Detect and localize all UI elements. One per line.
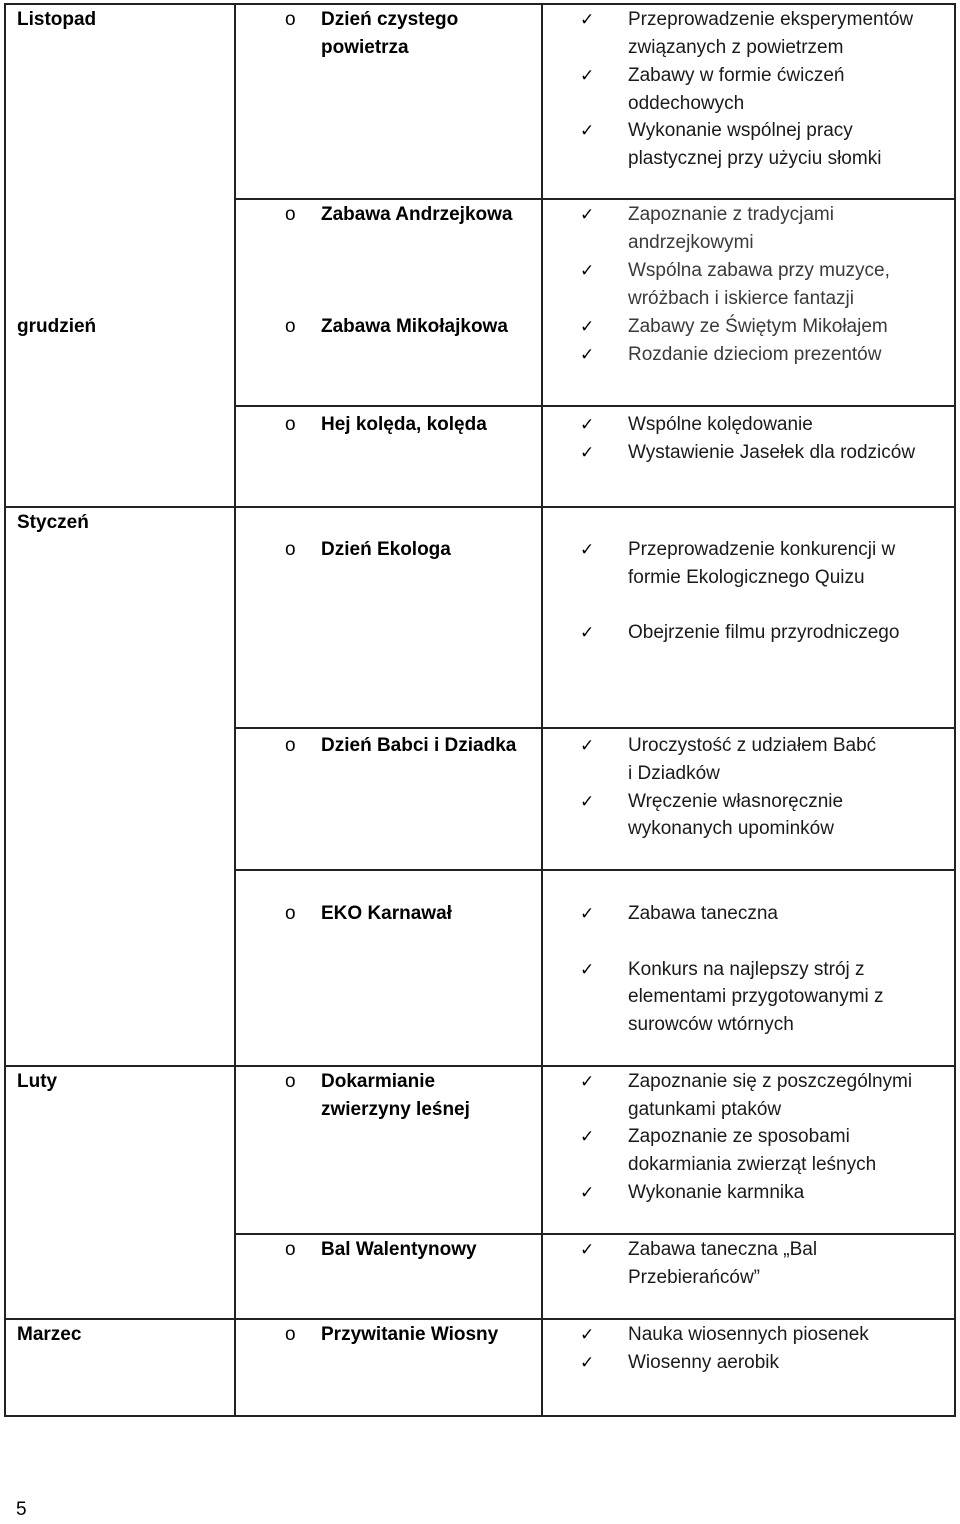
event-name: Dzień Babci i Dziadka bbox=[321, 735, 517, 756]
event-name: Zabawa Andrzejkowa bbox=[321, 204, 513, 225]
event-name: Hej kolęda, kolęda bbox=[321, 414, 487, 435]
activity-text: Wiosenny aerobik bbox=[628, 1352, 780, 1373]
check-icon: ✓ bbox=[580, 623, 595, 642]
check-icon: ✓ bbox=[580, 960, 595, 979]
check-icon: ✓ bbox=[580, 415, 595, 434]
event-name: EKO Karnawał bbox=[321, 903, 452, 924]
activity-text: Zapoznanie ze sposobami bbox=[628, 1126, 850, 1147]
activity-text: Wykonanie karmnika bbox=[628, 1182, 805, 1203]
bullet-icon: o bbox=[285, 903, 296, 924]
activity-text: Wystawienie Jasełek dla rodziców bbox=[628, 442, 916, 463]
table-border-top bbox=[4, 3, 956, 5]
bullet-icon: o bbox=[285, 1239, 296, 1260]
activity-text: elementami przygotowanymi z bbox=[628, 986, 884, 1007]
row-divider bbox=[234, 1233, 956, 1235]
check-icon: ✓ bbox=[580, 205, 595, 224]
activity-text: Uroczystość z udziałem Babć bbox=[628, 735, 877, 756]
bullet-icon: o bbox=[285, 735, 296, 756]
activity-text: oddechowych bbox=[628, 93, 745, 114]
activity-text: surowców wtórnych bbox=[628, 1014, 794, 1035]
activity-text: Wykonanie wspólnej pracy bbox=[628, 120, 853, 141]
event-name: Bal Walentynowy bbox=[321, 1239, 477, 1260]
check-icon: ✓ bbox=[580, 345, 595, 364]
event-name: powietrza bbox=[321, 37, 409, 58]
activity-text: Przebierańców” bbox=[628, 1267, 760, 1288]
check-icon: ✓ bbox=[580, 540, 595, 559]
activity-text: Nauka wiosennych piosenek bbox=[628, 1324, 869, 1345]
activity-text: dokarmiania zwierząt leśnych bbox=[628, 1154, 877, 1175]
activity-text: Zabawa taneczna „Bal bbox=[628, 1239, 818, 1260]
row-divider bbox=[4, 1065, 956, 1067]
check-icon: ✓ bbox=[580, 1183, 595, 1202]
activity-text: plastycznej przy użyciu słomki bbox=[628, 148, 882, 169]
activity-text: Przeprowadzenie konkurencji w bbox=[628, 539, 896, 560]
activity-text: formie Ekologicznego Quizu bbox=[628, 567, 865, 588]
activity-text: Wspólne kolędowanie bbox=[628, 414, 813, 435]
row-divider bbox=[234, 405, 956, 407]
event-name: Zabawa Mikołajkowa bbox=[321, 316, 508, 337]
activity-text: wróżbach i iskierce fantazji bbox=[628, 288, 854, 309]
check-icon: ✓ bbox=[580, 736, 595, 755]
month-label-styczen: Styczeń bbox=[17, 512, 89, 533]
activity-text: Zabawy w formie ćwiczeń bbox=[628, 65, 845, 86]
check-icon: ✓ bbox=[580, 261, 595, 280]
activity-text: Przeprowadzenie eksperymentów bbox=[628, 9, 914, 30]
event-name: zwierzyny leśnej bbox=[321, 1099, 470, 1120]
month-label-grudzien: grudzień bbox=[17, 316, 97, 337]
activity-text: wykonanych upominków bbox=[628, 818, 834, 839]
bullet-icon: o bbox=[285, 1071, 296, 1092]
check-icon: ✓ bbox=[580, 1072, 595, 1091]
activity-text: Zapoznanie się z poszczególnymi bbox=[628, 1071, 913, 1092]
row-divider bbox=[4, 1318, 956, 1320]
activity-text: Rozdanie dzieciom prezentów bbox=[628, 344, 882, 365]
activity-text: Wręczenie własnoręcznie bbox=[628, 791, 844, 812]
table-divider-event bbox=[541, 3, 543, 1417]
table-border-left bbox=[4, 3, 6, 1417]
activity-text: Zabawa taneczna bbox=[628, 903, 778, 924]
row-divider bbox=[234, 198, 956, 200]
bullet-icon: o bbox=[285, 1324, 296, 1345]
page-number: 5 bbox=[16, 1499, 27, 1520]
bullet-icon: o bbox=[285, 316, 296, 337]
check-icon: ✓ bbox=[580, 66, 595, 85]
month-label-listopad: Listopad bbox=[17, 9, 97, 30]
check-icon: ✓ bbox=[580, 443, 595, 462]
row-divider bbox=[234, 869, 956, 871]
check-icon: ✓ bbox=[580, 1353, 595, 1372]
month-label-luty: Luty bbox=[17, 1071, 58, 1092]
activity-text: Zabawy ze Świętym Mikołajem bbox=[628, 316, 888, 337]
event-name: Dzień Ekologa bbox=[321, 539, 451, 560]
bullet-icon: o bbox=[285, 414, 296, 435]
check-icon: ✓ bbox=[580, 317, 595, 336]
table-border-right bbox=[954, 3, 956, 1417]
check-icon: ✓ bbox=[580, 1325, 595, 1344]
check-icon: ✓ bbox=[580, 1240, 595, 1259]
check-icon: ✓ bbox=[580, 904, 595, 923]
check-icon: ✓ bbox=[580, 10, 595, 29]
activity-text: Wspólna zabawa przy muzyce, bbox=[628, 260, 890, 281]
bullet-icon: o bbox=[285, 539, 296, 560]
row-divider bbox=[4, 506, 956, 508]
activity-text: andrzejkowymi bbox=[628, 232, 754, 253]
event-name: Dokarmianie bbox=[321, 1071, 436, 1092]
month-label-marzec: Marzec bbox=[17, 1324, 82, 1345]
event-name: Dzień czystego bbox=[321, 9, 459, 30]
activity-text: Obejrzenie filmu przyrodniczego bbox=[628, 622, 900, 643]
check-icon: ✓ bbox=[580, 1127, 595, 1146]
activity-text: Zapoznanie z tradycjami bbox=[628, 204, 834, 225]
activity-text: Konkurs na najlepszy strój z bbox=[628, 959, 865, 980]
check-icon: ✓ bbox=[580, 792, 595, 811]
activity-text: związanych z powietrzem bbox=[628, 37, 844, 58]
activity-text: gatunkami ptaków bbox=[628, 1099, 782, 1120]
table-divider-month bbox=[234, 3, 236, 1417]
event-name: Przywitanie Wiosny bbox=[321, 1324, 499, 1345]
bullet-icon: o bbox=[285, 9, 296, 30]
table-border-bottom bbox=[4, 1415, 956, 1417]
check-icon: ✓ bbox=[580, 121, 595, 140]
row-divider bbox=[234, 727, 956, 729]
activity-text: i Dziadków bbox=[628, 763, 720, 784]
bullet-icon: o bbox=[285, 204, 296, 225]
